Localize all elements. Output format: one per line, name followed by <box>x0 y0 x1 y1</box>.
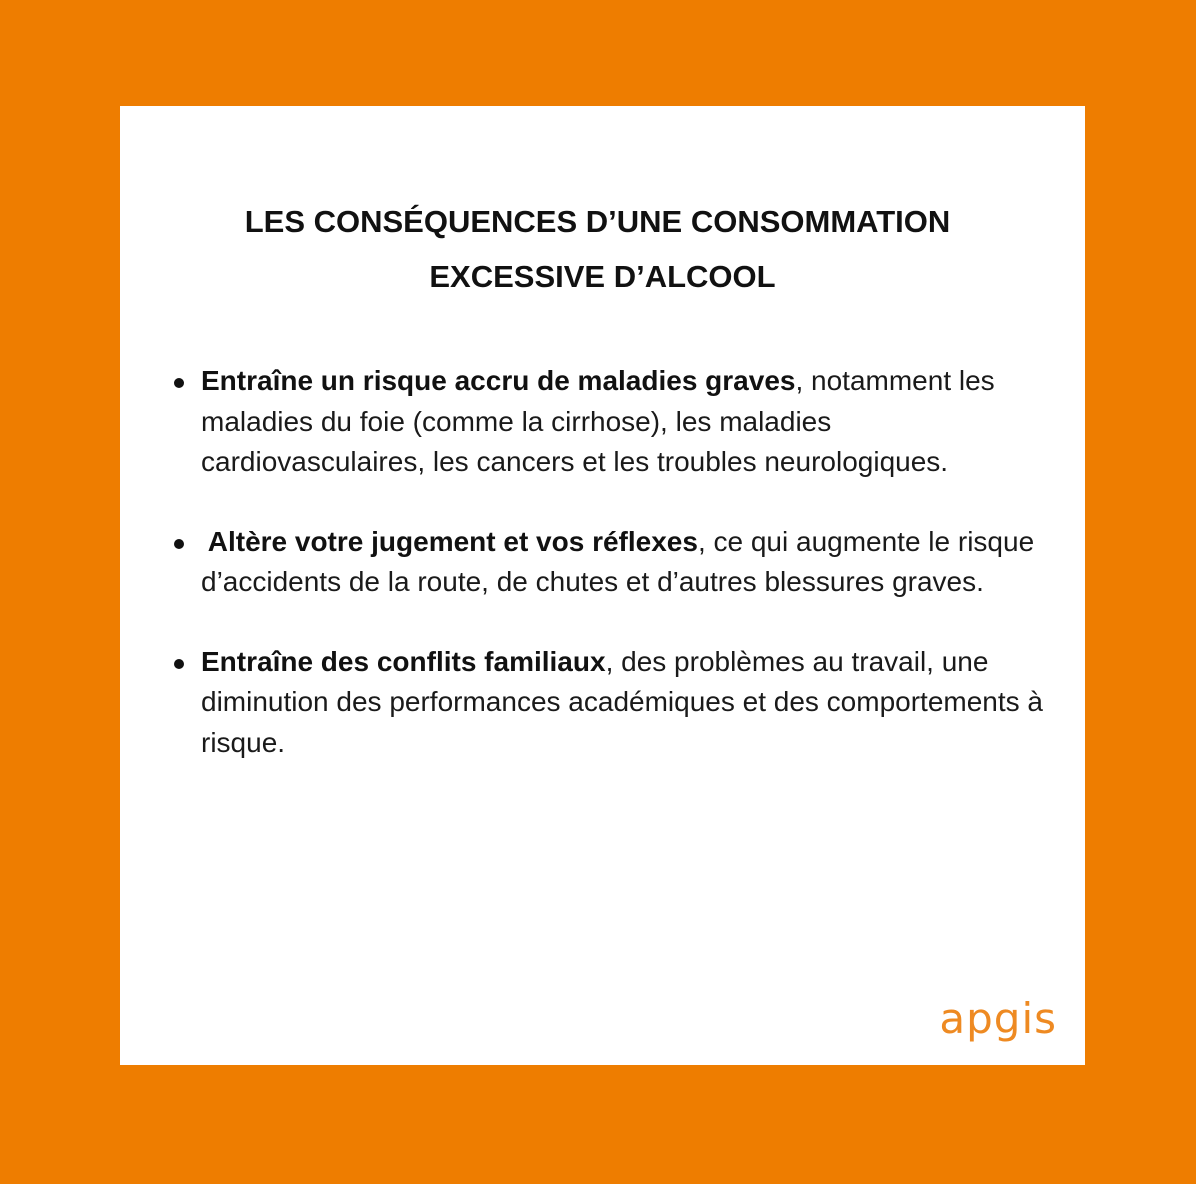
apgis-logo: apgis <box>939 994 1057 1043</box>
item-bold-text: Entraîne des conflits familiaux <box>201 645 606 677</box>
bullet-icon <box>174 539 184 549</box>
list-item <box>169 361 1059 483</box>
item-bold-text: Entraîne un risque accru de maladies graves <box>201 365 796 396</box>
bullet-icon <box>174 378 184 388</box>
item-bold-text: Altère votre jugement et vos réflexes <box>201 525 698 557</box>
item-text: , ce qui augmente le risque d’accidents de la route, de chutes et d’autres blessures graves. <box>201 525 1035 597</box>
bullet-icon <box>174 659 184 669</box>
title-line-1: LES CONSÉQUENCES D’UNE CONSOMMATION <box>244 204 951 239</box>
list-item <box>169 522 1059 603</box>
page-title <box>120 194 1085 304</box>
content-card <box>120 106 1085 1065</box>
consequences-list <box>169 361 1059 802</box>
item-text: , notamment les maladies du foie (comme la cirrhose), les maladies cardiovasculaires, les cancers et les troubles neurologiques. <box>201 365 995 477</box>
title-line-2: EXCESSIVE D’ALCOOL <box>429 259 776 294</box>
list-item <box>169 642 1059 764</box>
item-text: , des problèmes au travail, une diminution des performances académiques et des comportements à risque. <box>201 645 1043 758</box>
